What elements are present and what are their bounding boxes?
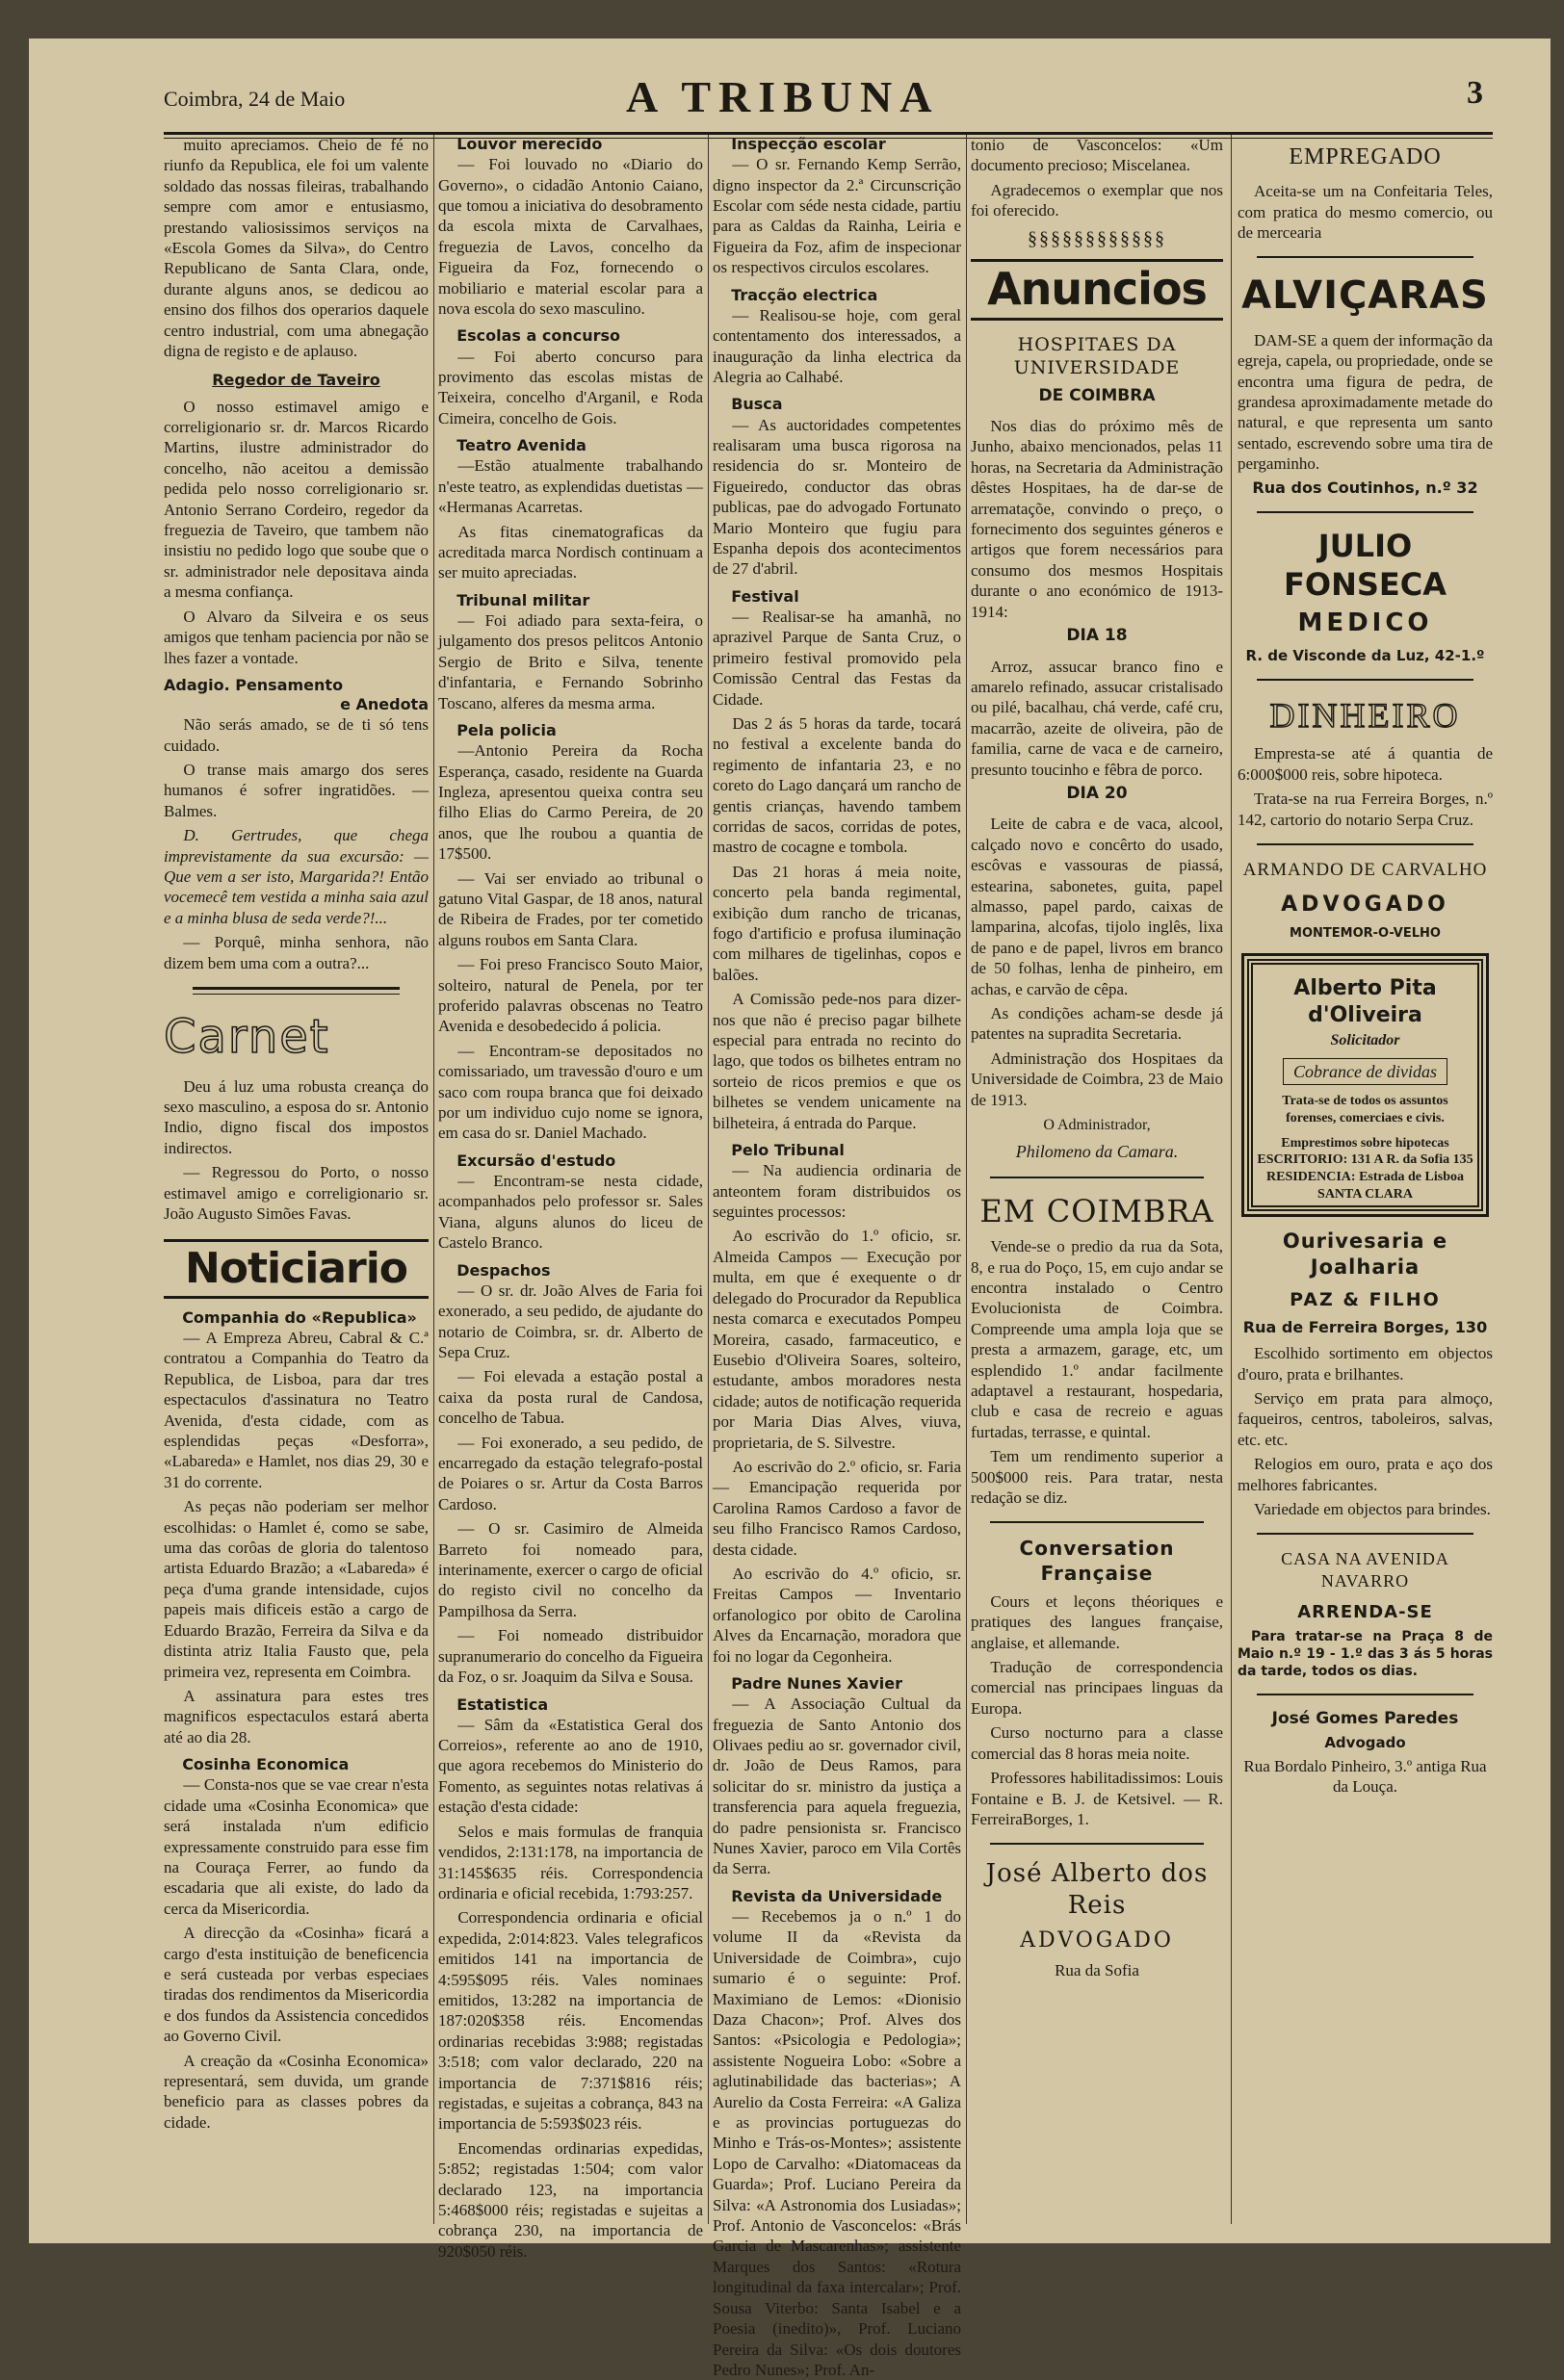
article-text: Das 2 ás 5 horas da tarde, tocará no festival a excelente banda do regimento de infantaria 23, e no coreto do Lago dançará um rancho de gentis crianças, havendo tambem corridas de sacos, corridas de potes, mastro de cocagne e tombola. bbox=[713, 713, 961, 857]
ad-text: Emprestimos sobre hipotecas bbox=[1281, 1135, 1449, 1151]
newspaper-page bbox=[29, 39, 1551, 2379]
ad-address: RESIDENCIA: Estrada de Lisboa bbox=[1266, 1169, 1464, 1184]
article-text: Encomendas ordinarias expedidas, 5:852; registadas 1:504; com valor declarado 123, na importancia 5:468$000 réis; registadas e sujeitas a cobrança 230, na importancia de 920$050 réis. bbox=[438, 2138, 703, 2261]
divider bbox=[1257, 511, 1473, 513]
section-heading: Cosinha Economica bbox=[182, 1755, 350, 1774]
article-text: O transe mais amargo dos seres humanos é sofrer ingratidões. — Balmes. bbox=[164, 761, 429, 820]
divider bbox=[1257, 1533, 1473, 1535]
article-text: Selos e mais formulas de franquia vendidos, 2:131:178, na importancia de 31:145$635 réis. Correspondencia ordinaria e oficial recebida, 1:793:257. bbox=[438, 1822, 703, 1902]
column-rule bbox=[966, 135, 967, 2224]
ad-subheading: DIA 20 bbox=[1066, 783, 1128, 803]
section-heading: Tracção electrica bbox=[731, 285, 878, 304]
ad-heading: EMPREGADO bbox=[1289, 144, 1442, 169]
ad-heading: HOSPITAES DA UNIVERSIDADE bbox=[1013, 333, 1181, 378]
article-text: — Encontram-se nesta cidade, acompanhados pelo professor sr. Sales Viana, alguns alunos do liceu de Castelo Branco. bbox=[438, 1172, 703, 1253]
ad-address: SANTA CLARA bbox=[1317, 1186, 1413, 1202]
divider bbox=[990, 1177, 1204, 1178]
ad-text: Tradução de correspondencia comercial nas principaes linguas da Europa. bbox=[971, 1658, 1223, 1718]
ad-address: Rua Bordalo Pinheiro, 3.º antiga Rua da Louça. bbox=[1243, 1756, 1487, 1796]
article-text: —Estão atualmente trabalhando n'este teatro, as explendidas duetistas — «Hermanas Acarretas. bbox=[438, 456, 703, 517]
ad-text: Leite de cabra e de vaca, alcool, calçado novo e concêrto do usado, escôvas e vassouras de piassá, estearina, sabonetes, guita, papel almasso, papel pardo, caixas de lamparina, alcofas, tijolo inglês, lixa de pano e de papel, livros em branco de 50 folhas, lenha de pinheiro, em achas, e carvão de cêpa. bbox=[971, 815, 1223, 998]
article-text: — Foi exonerado, a seu pedido, de encarregado da estação telegrafo-postal de Poiares o sr. Artur da Costa Barros Cardoso. bbox=[438, 1433, 703, 1513]
ad-text: Para tratar-se na Praça 8 de Maio n.º 19 - 1.º das 3 ás 5 horas da tarde, todos os dias. bbox=[1238, 1629, 1493, 1679]
masthead bbox=[164, 65, 1493, 135]
ad-text: Variedade em objectos para brindes. bbox=[1254, 1499, 1491, 1518]
ad-heading: Conversation Française bbox=[1019, 1537, 1175, 1585]
article-text: D. Gertrudes, que chega imprevistamente da sua excursão: — Que vem a ser isto, Margarida?! Então vocemecê tem vestida a minha saia azul e a minha blusa de seda verde?!... bbox=[164, 826, 429, 927]
article-text: — Porquê, minha senhora, não dizem bem uma com a outra?... bbox=[164, 933, 429, 972]
ad-heading: DINHEIRO bbox=[1269, 696, 1461, 736]
ad-text: Vende-se o predio da rua da Sota, 8, e rua do Poço, 15, em cujo andar se encontra instalado o Centro Evolucionista de Coimbra. Compreende uma ampla loja que se presta a armazem, garage, etc, um esplendido 1.º andar facilmente adaptavel a restaurant, hospedaria, club e casa de recreio e aguas furtadas, terrasse, e quintal. bbox=[971, 1237, 1223, 1441]
section-title-anuncios: Anuncios bbox=[971, 259, 1223, 321]
section-heading: Estatistica bbox=[456, 1694, 549, 1714]
article-text: — Realisar-se ha amanhã, no aprazivel Parque de Santa Cruz, o primeiro festival promovido pela Comissão Central das Festas da Cidade. bbox=[713, 607, 961, 709]
ad-address: Rua da Sofia bbox=[1055, 1960, 1139, 1979]
article-text: As fitas cinematograficas da acreditada marca Nordisch continuam a ser muito apreciadas. bbox=[438, 522, 703, 582]
ad-subheading: ARRENDA-SE bbox=[1297, 1601, 1433, 1622]
ad-subheading: PAZ & FILHO bbox=[1290, 1289, 1441, 1311]
article-text: — Sâm da «Estatistica Geral dos Correios», referente ao ano de 1910, que agora recebemos do Ministerio do Fomento, as seguintes notas relativas á estação d'esta cidade: bbox=[438, 1715, 703, 1817]
ad-subheading: Advogado bbox=[1324, 1733, 1406, 1751]
column-3 bbox=[713, 135, 961, 2379]
article-text: O Alvaro da Silveira e os seus amigos que tenham paciencia por não se lhes fazer a vontade. bbox=[164, 607, 429, 667]
article-text: — O sr. Casimiro de Almeida Barreto foi nomeado para, interinamente, exercer o cargo de oficial do registo civil no concelho da Pampilhosa da Serra. bbox=[438, 1519, 703, 1620]
section-title-carnet: Carnet bbox=[164, 1010, 330, 1065]
article-text: — O sr. Fernando Kemp Serrão, digno inspector da 2.ª Circunscrição Escolar com séde nesta cidade, partiu para as Caldas da Rainha, Leiria e Figueira da Foz, afim de inspecionar os respectivos circulos escolares. bbox=[713, 155, 961, 277]
article-text: — As auctoridades competentes realisaram uma busca rigorosa na residencia do sr. Monteiro de Figueiredo, conductor das obras publicas, pae do advogado Fortunato Mario Monteiro que fugiu para Espanha depois dos acontecimentos de 27 d'abril. bbox=[713, 415, 961, 579]
ad-signature: O Administrador, bbox=[1043, 1117, 1151, 1134]
article-text: Ao escrivão do 4.º oficio, sr. Freitas Campos — Inventario orfanologico por obito de Carolina Alves da Encarnação, moradora que foi no logar da Cegonheira. bbox=[713, 1564, 961, 1666]
ornament-divider: §§§§§§§§§§§§ bbox=[1028, 227, 1166, 249]
ad-heading: José Alberto dos Reis bbox=[985, 1859, 1209, 1921]
ad-text: Administração dos Hospitaes da Universidade de Coimbra, 23 de Maio de 1913. bbox=[971, 1048, 1223, 1109]
article-text: — Foi nomeado distribuidor supranumerario do concelho da Figueira da Foz, o sr. Joaquim da Silva e Sousa. bbox=[438, 1626, 703, 1687]
article-text: —Antonio Pereira da Rocha Esperança, casado, residente na Guarda Ingleza, apresentou queixa contra seu filho Elias do Carmo Pereira, de 20 anos, que lhe roubou a quantia de 17$500. bbox=[438, 741, 703, 864]
ad-text: Tem um rendimento superior a 500$000 reis. Para tratar, nesta redação se diz. bbox=[971, 1447, 1223, 1508]
ad-text: Trata-se de todos os assuntos forenses, comerciaes e civis. bbox=[1282, 1094, 1448, 1126]
section-heading: Louvor merecido bbox=[456, 135, 603, 153]
divider bbox=[990, 1521, 1204, 1523]
divider bbox=[1257, 679, 1473, 681]
ad-address: ESCRITORIO: 131 A R. da Sofia 135 bbox=[1257, 1152, 1473, 1168]
article-text: — Encontram-se depositados no comissariado, um travessão d'ouro e um saco com roupa branca que foi deixado por um individuo cujo nome se ignora, em casa do sr. Daniel Machado. bbox=[438, 1041, 703, 1143]
article-text: Ao escrivão do 2.º oficio, sr. Faria — Emancipação requerida por Carolina Ramos Cardoso a favor de seu filho Francisco Ramos Cardoso, desta cidade. bbox=[713, 1457, 961, 1559]
article-text: Agradecemos o exemplar que nos foi oferecido. bbox=[971, 180, 1223, 220]
section-heading: e Anedota bbox=[340, 695, 429, 714]
ad-subheading: DIA 18 bbox=[1066, 626, 1128, 646]
column-4 bbox=[971, 135, 1223, 2224]
ornament-divider bbox=[193, 987, 400, 995]
ad-address: MONTEMOR-O-VELHO bbox=[1290, 925, 1441, 941]
section-heading: Festival bbox=[731, 586, 799, 606]
article-text: muito apreciamos. Cheio de fé no riunfo da Republica, ele foi um valente soldado das nossas fileiras, trabalhando sempre com amor e entusiasmo, prestando valiosissimos serviços na «Escola Gomes da Silva», do Centro Republicano de Santa Clara, onde, durante alguns anos, se dedicou ao ensino dos filhos dos operarios daquele centro industrial, com uma abnegação digna de registo e de aplauso. bbox=[164, 136, 429, 361]
ad-heading: ALVIÇARAS bbox=[1241, 273, 1489, 319]
ad-text: Relogios em ouro, prata e aço dos melhores fabricantes. bbox=[1238, 1455, 1493, 1494]
issue-date: Coimbra, 24 de Maio bbox=[164, 87, 346, 111]
ad-subheading: DE COIMBRA bbox=[1038, 385, 1156, 405]
section-heading: Teatro Avenida bbox=[456, 436, 586, 455]
ad-box-alberto-pita bbox=[1241, 953, 1489, 1217]
article-text: — Foi elevada a estação postal a caixa da posta rural de Candosa, concelho de Tabua. bbox=[438, 1367, 703, 1428]
section-heading: Busca bbox=[731, 395, 783, 414]
section-heading: Companhia do «Republica» bbox=[182, 1307, 417, 1327]
ad-heading: José Gomes Paredes bbox=[1271, 1709, 1459, 1729]
section-heading: Pela policia bbox=[456, 720, 557, 739]
divider bbox=[990, 1843, 1204, 1845]
column-1 bbox=[164, 135, 429, 2224]
section-heading: Escolas a concurso bbox=[456, 326, 621, 346]
article-text: — O sr. dr. João Alves de Faria foi exonerado, a seu pedido, de ajudante do notario de Coimbra, sr. dr. Alberto de Sepa Cruz. bbox=[438, 1281, 703, 1361]
ad-text: Arroz, assucar branco fino e amarelo refinado, assucar cristalisado ou pilé, bacalhau, chá verde, café cru, macarrão, azeite de oliveira, pão de familia, carne de vaca e de carneiro, presunto toucinho e fêbra de porco. bbox=[971, 657, 1223, 779]
ad-text: Serviço em prata para almoço, faqueiros, centros, taboleiros, salvas, etc. etc. bbox=[1238, 1388, 1493, 1449]
article-text: — Na audiencia ordinaria de anteontem foram distribuidos os seguintes processos: bbox=[713, 1161, 961, 1222]
ad-subheading: MEDICO bbox=[1297, 608, 1433, 638]
column-2 bbox=[438, 135, 703, 2261]
article-text: — Foi preso Francisco Souto Maior, solteiro, natural de Penela, por ter proferido palavras obscenas no Teatro Avenida e desobedecido á policia. bbox=[438, 955, 703, 1036]
ad-heading: ARMANDO DE CARVALHO bbox=[1242, 860, 1488, 881]
article-text: Não serás amado, se de ti só tens cuidado. bbox=[164, 715, 429, 755]
ad-heading: CASA NA AVENIDA NAVARRO bbox=[1281, 1549, 1449, 1591]
ad-address: R. de Visconde da Luz, 42-1.º bbox=[1245, 647, 1485, 665]
article-text: tonio de Vasconcelos: «Um documento precioso; Miscelanea. bbox=[971, 136, 1223, 175]
ad-signature: Philomeno da Camara. bbox=[1015, 1142, 1179, 1162]
ad-text: Escolhido sortimento em objectos d'ouro, prata e brilhantes. bbox=[1238, 1344, 1493, 1384]
divider bbox=[1257, 843, 1473, 845]
ad-text: Curso nocturno para a classe comercial das 8 horas meia noite. bbox=[971, 1723, 1223, 1763]
ad-text: Empresta-se até á quantia de 6:000$000 reis, sobre hipoteca. bbox=[1238, 744, 1493, 784]
article-text: — Foi adiado para sexta-feira, o julgamento dos presos pelitcos Antonio Sergio de Brito e Silva, tenente d'infantaria, e Fernando Sobrinho Toscano, alferes da mesma arma. bbox=[438, 610, 703, 712]
page-number: 3 bbox=[1467, 75, 1483, 111]
article-text: — Realisou-se hoje, com geral contentamento dos interessados, a inauguração da linha electrica da Alegria ao Calhabé. bbox=[713, 305, 961, 386]
section-title-noticiario: Noticiario bbox=[164, 1239, 429, 1298]
ad-text: Trata-se na rua Ferreira Borges, n.º 142, cartorio do notario Serpa Cruz. bbox=[1238, 789, 1493, 829]
article-text: — Recebemos ja o n.º 1 do volume II da «Revista da Universidade de Coimbra», cujo sumario é o seguinte: Prof. Maximiano de Lemos: «Dionisio Daza Chacon»; Prof. Alves dos Santos: «Psicologia e Pedologia»; assistente Nogueira Lobo: «Sobre a aglutinabilidade das bacterias»; A Aurelio da Costa Ferreira: «A Galiza e as provincias portuguezas do Minho e Trás-os-Montes»; assistente Lopo de Carvalho: «Diatomaceas da Guarda»; Prof. Luciano Pereira da Silva: «A Astronomia dos Lusiadas»; Prof. Antonio de Vasconcelos: «Brás Garcia de Mascarenhas»; assistente Marques dos Santos: «Rotura longitudinal da faxa intercalar»; Prof. Sousa Viterbo: Santa Isabel e a Poesia (inedito)», Prof. Luciano Pereira da Silva: «Os dois doutores Pedro Nunes»; Prof. An- bbox=[713, 1906, 961, 2379]
section-heading: Despachos bbox=[456, 1260, 551, 1280]
article-text: A assinatura para estes tres magnificos espectaculos estará aberta até ao dia 28. bbox=[164, 1686, 429, 1746]
newspaper-title: A TRIBUNA bbox=[626, 72, 940, 121]
column-rule bbox=[708, 135, 709, 2224]
column-rule bbox=[433, 135, 434, 2224]
ad-subheading: Cobrance de dividas bbox=[1283, 1058, 1447, 1086]
ad-heading: EM COIMBRA bbox=[979, 1192, 1214, 1229]
article-text: Deu á luz uma robusta creança do sexo masculino, a esposa do sr. Antonio Indio, digno fiscal dos impostos indirectos. bbox=[164, 1076, 429, 1157]
article-text: O nosso estimavel amigo e correligionario sr. dr. Marcos Ricardo Martins, ilustre administrador do concelho, não aceitou a demissão pedida pelo nosso correligionario sr. Antonio Serrano Cordeiro, regedor da freguezia de Taveiro, que tambem não insistiu no pedido logo que soube que o sr. administrador nele depositava ainda a mesma confiança. bbox=[164, 397, 429, 602]
article-text: — A Associação Cultual da freguezia de Santo Antonio dos Olivaes pediu ao sr. governador civil, dr. João de Deus Ramos, para solicitar do sr. ministro da justiça a transferencia para aquela freguezia, do padre pensionista sr. Francisco Nunes Xavier, paroco em Vila Cortês da Serra. bbox=[713, 1694, 961, 1878]
section-heading: Inspecção escolar bbox=[731, 135, 886, 153]
article-text: A creação da «Cosinha Economica» representará, sem duvida, um grande beneficio para as classes pobres da cidade. bbox=[164, 2051, 429, 2132]
ad-heading: Ourivesaria e Joalharia bbox=[1282, 1229, 1448, 1279]
ad-heading: JULIO FONSECA bbox=[1284, 527, 1447, 604]
ad-text: Professores habilitadissimos: Louis Fontaine e B. J. de Ketsivel. — R. FerreiraBorges, 1. bbox=[971, 1769, 1223, 1828]
ad-text: Cours et leçons théoriques e pratiques des langues française, anglaise, et allemande. bbox=[971, 1591, 1223, 1652]
section-heading: Adagio. Pensamento bbox=[164, 675, 344, 694]
article-text: — Vai ser enviado ao tribunal o gatuno Vital Gaspar, de 18 anos, natural de Ribeira de Frades, por ter cometido alguns roubos em Santa Clara. bbox=[438, 868, 703, 949]
column-rule bbox=[1231, 135, 1232, 2224]
section-heading: Excursão d'estudo bbox=[456, 1151, 616, 1170]
ad-text: As condições acham-se desde já patentes na supradita Secretaria. bbox=[971, 1004, 1223, 1044]
section-heading: Padre Nunes Xavier bbox=[731, 1674, 902, 1693]
section-heading: Revista da Universidade bbox=[731, 1886, 943, 1905]
article-text: Correspondencia ordinaria e oficial expedida, 2:014:823. Vales telegraficos emitidos 141 na importancia de 4:595$095 réis. Vales nominaes emitidos, 13:282 na importancia de 187:020$358 réis. Encomendas ordinarias recebidas 3:988; registadas 3:518; com valor declarado, 220 na importancia de 7:371$816 réis; registadas, e sujeitas a cobrança, 843 na importancia de 5:593$023 réis. bbox=[438, 1908, 703, 2134]
ad-text: Aceita-se um na Confeitaria Teles, com pratica do mesmo comercio, ou de mercearia bbox=[1238, 182, 1493, 243]
article-text: — Foi aberto concurso para provimento das escolas mistas de Teixeira, concelho d'Arganil, e Roda Cimeira, concelho de Gois. bbox=[438, 347, 703, 427]
article-text: — Regressou do Porto, o nosso estimavel amigo e correligionario sr. João Augusto Simões Favas. bbox=[164, 1163, 429, 1223]
divider bbox=[1257, 1694, 1473, 1695]
article-text: A Comissão pede-nos para dizer-nos que não é preciso pagar bilhete especial para entrada no recinto do lago, que todos os bilhetes entram no sorteio de ricos premios e que os bilhetes se vendem unicamente na bilheteira, á entrada do Parque. bbox=[713, 990, 961, 1132]
column-5 bbox=[1238, 135, 1493, 2224]
ad-text: DAM-SE a quem der informação da egreja, capela, ou propriedade, onde se encontra uma figura de pedra, de grandesa aproximadamente metade do natural, e que representa um santo sentado, escrevendo sobre uma tira de pergaminho. bbox=[1238, 330, 1493, 474]
section-heading: Tribunal militar bbox=[456, 590, 590, 609]
article-text: As peças não poderiam ser melhor escolhidas: o Hamlet é, como se sabe, uma das corôas de gloria do talentoso artista Eduardo Brazão; a «Labareda» é peça d'uma grande intensidade, cujos papeis mais dificeis estão a cargo de Eduardo Brazão, Ferreira da Silva e da distinta atriz Italia Fausto que, pela primeira vez, representa em Coimbra. bbox=[164, 1497, 429, 1681]
ad-text: Nos dias do próximo mês de Junho, abaixo mencionados, pelas 11 horas, na Secretaria da Administração dêstes Hospitaes, ha de dar-se de arremataçõe, convindo o preço, o fornecimento dos seguintes géneros e artigos que forem necessários para consumo dos mesmos Hospitais durante o ano económico de 1913-1914: bbox=[971, 417, 1223, 621]
article-text: — A Empreza Abreu, Cabral & C.ª contratou a Companhia do Teatro da Republica, de Lisboa, para dar tres espectaculos d'assinatura no Teatro Avenida, d'esta cidade, com as esplendidas peças «Desforra», «Labareda» e Hamlet, nos dias 29, 30 e 31 do corrente. bbox=[164, 1329, 429, 1491]
article-text: Ao escrivão do 1.º oficio, sr. Almeida Campos — Execução por multa, em que é exequente o dr delegado do Procurador da Republica nesta comarca e executados Pompeu Moreira, casado, farmaceutico, e Eusebio d'Oliveira Soares, solteiro, estudante, ambos moradores nesta cidade; autos de notificação requerida por Maria Dias Alves, viuva, proprietaria, de S. Silvestre. bbox=[713, 1227, 961, 1452]
ad-address: Rua dos Coutinhos, n.º 32 bbox=[1252, 478, 1478, 497]
article-text: Das 21 horas á meia noite, concerto pela banda regimental, exibição dum rancho de tricanas, fogo d'artificio e profusa iluminação com milhares de tigelinhas, copos e balões. bbox=[713, 862, 961, 984]
section-heading: Pelo Tribunal bbox=[731, 1141, 845, 1160]
article-text: — Foi louvado no «Diario do Governo», o cidadão Antonio Caiano, que tomou a iniciativa do desobramento da escola mixta de Carvalhaes, freguezia de Lavos, concelho da Figueira da Foz, fornecendo o mobiliario e material escolar para a nova escola do sexo masculino. bbox=[438, 155, 703, 318]
article-text: — Consta-nos que se vae crear n'esta cidade uma «Cosinha Economica» que será instalada n'um edificio expressamente construido para esse fim na Couraça Ferrer, ao fundo da escadaria que ali existe, do lado da cerca da Misericordia. bbox=[164, 1775, 429, 1918]
ad-address: Rua de Ferreira Borges, 130 bbox=[1242, 1317, 1488, 1336]
ad-subheading: ADVOGADO bbox=[1281, 892, 1449, 918]
article-text: A direcção da «Cosinha» ficará a cargo d'esta instituição de beneficencia e será custeada por verbas especiaes tiradas dos rendimentos da Misericordia e dos fundos da Assistencia concedidos ao Governo Civil. bbox=[164, 1924, 429, 2046]
section-heading: Regedor de Taveiro bbox=[212, 371, 380, 390]
ad-subheading: ADVOGADO bbox=[1020, 1927, 1174, 1953]
ad-subheading: Solicitador bbox=[1330, 1031, 1400, 1048]
divider bbox=[1257, 256, 1473, 258]
ad-heading: Alberto Pita d'Oliveira bbox=[1293, 976, 1437, 1027]
